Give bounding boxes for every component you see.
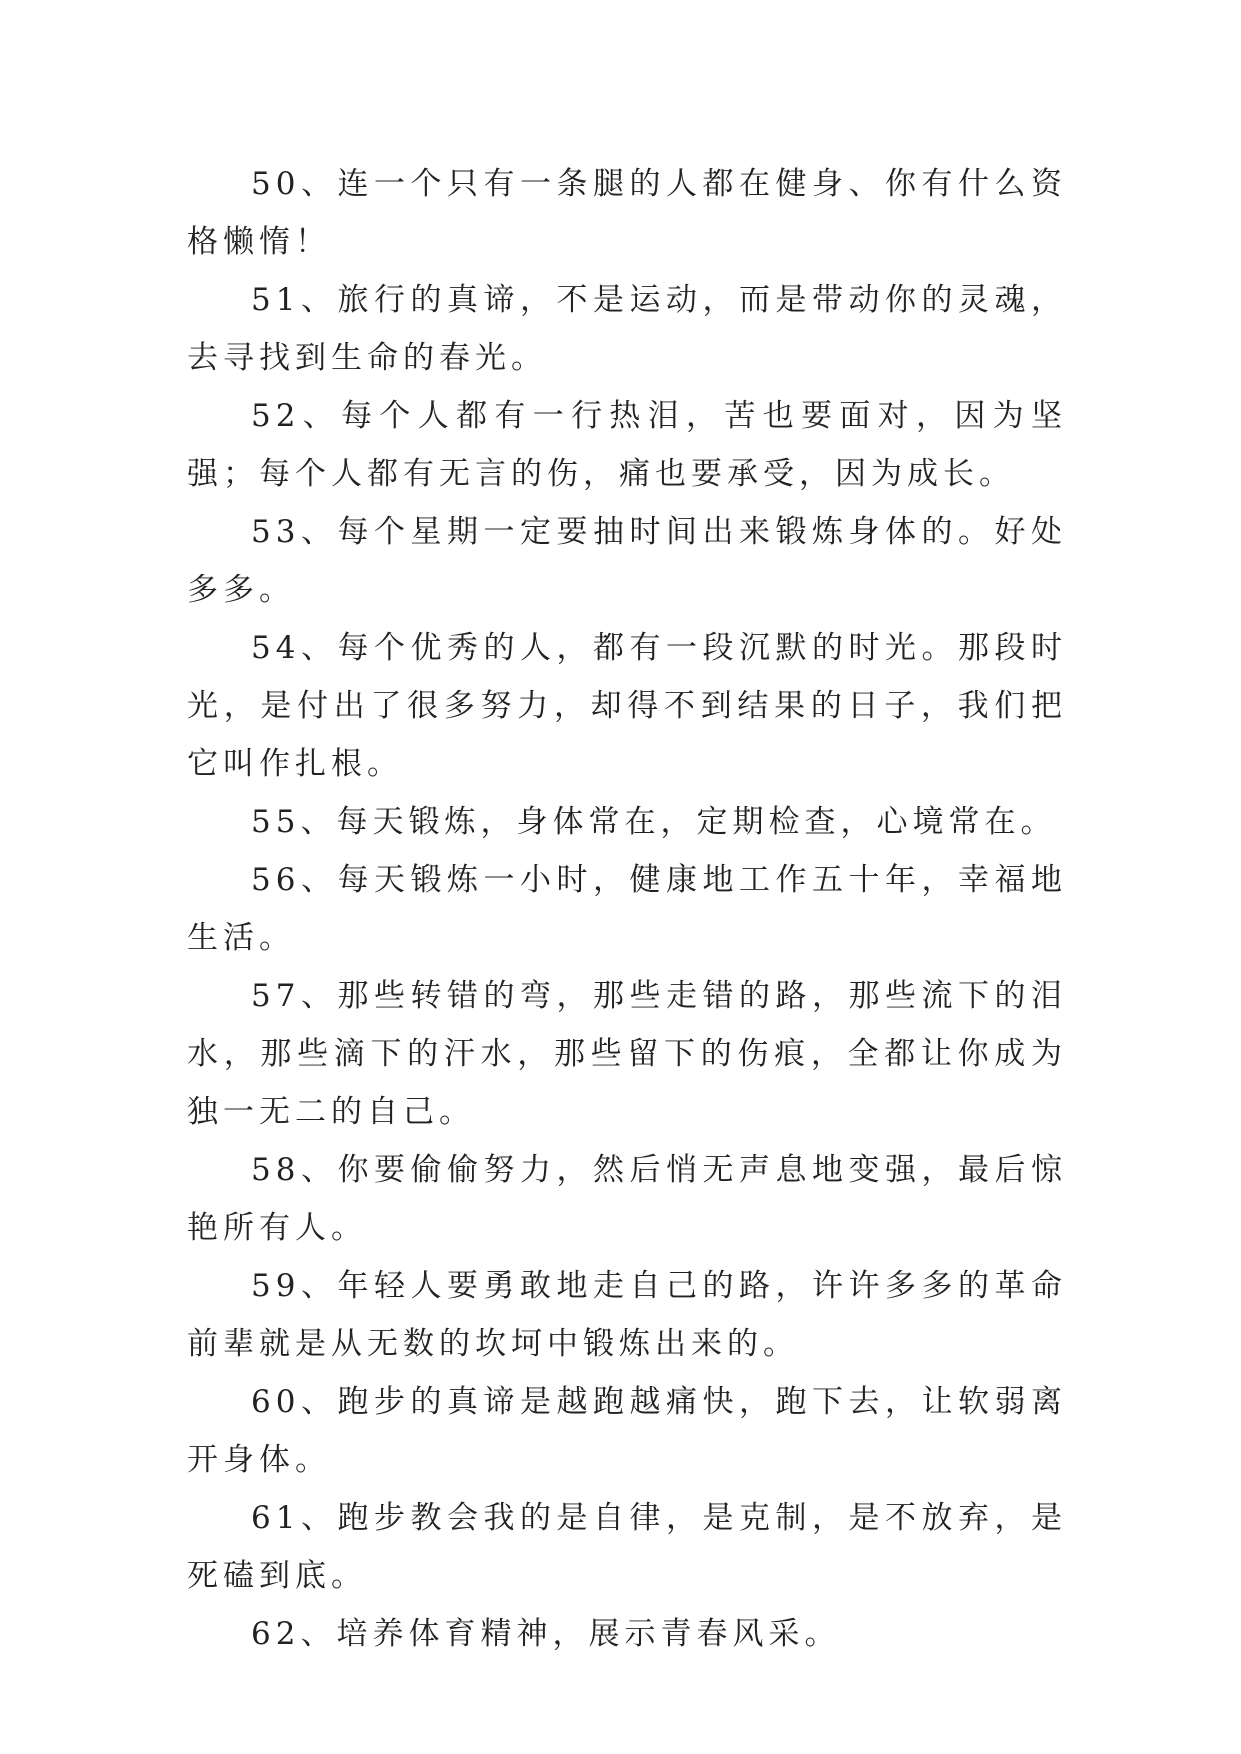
paragraph-50: 50、连一个只有一条腿的人都在健身、你有什么资格懒惰！ bbox=[187, 166, 1067, 260]
paragraph-54: 54、每个优秀的人，都有一段沉默的时光。那段时光，是付出了很多努力，却得不到结果的日子，我们把它叫作扎根。 bbox=[187, 630, 1067, 782]
paragraph-59: 59、年轻人要勇敢地走自己的路，许许多多的革命前辈就是从无数的坎坷中锻炼出来的。 bbox=[187, 1268, 1067, 1362]
paragraph-52: 52、每个人都有一行热泪，苦也要面对，因为坚强；每个人都有无言的伤，痛也要承受，因为成长。 bbox=[187, 398, 1067, 492]
paragraph-60: 60、跑步的真谛是越跑越痛快，跑下去，让软弱离开身体。 bbox=[187, 1384, 1067, 1478]
paragraph-51: 51、旅行的真谛，不是运动，而是带动你的灵魂，去寻找到生命的春光。 bbox=[187, 282, 1067, 376]
document-body bbox=[187, 155, 1067, 1663]
paragraph-56: 56、每天锻炼一小时，健康地工作五十年，幸福地生活。 bbox=[187, 862, 1067, 956]
paragraph-55: 55、每天锻炼，身体常在，定期检查，心境常在。 bbox=[251, 804, 1057, 840]
paragraph-53: 53、每个星期一定要抽时间出来锻炼身体的。好处多多。 bbox=[187, 514, 1067, 608]
paragraph-57: 57、那些转错的弯，那些走错的路，那些流下的泪水，那些滴下的汗水，那些留下的伤痕，全都让你成为独一无二的自己。 bbox=[187, 978, 1067, 1130]
paragraph-58: 58、你要偷偷努力，然后悄无声息地变强，最后惊艳所有人。 bbox=[187, 1152, 1067, 1246]
paragraph-62: 62、培养体育精神，展示青春风采。 bbox=[251, 1616, 841, 1652]
paragraph-61: 61、跑步教会我的是自律，是克制，是不放弃，是死磕到底。 bbox=[187, 1500, 1067, 1594]
